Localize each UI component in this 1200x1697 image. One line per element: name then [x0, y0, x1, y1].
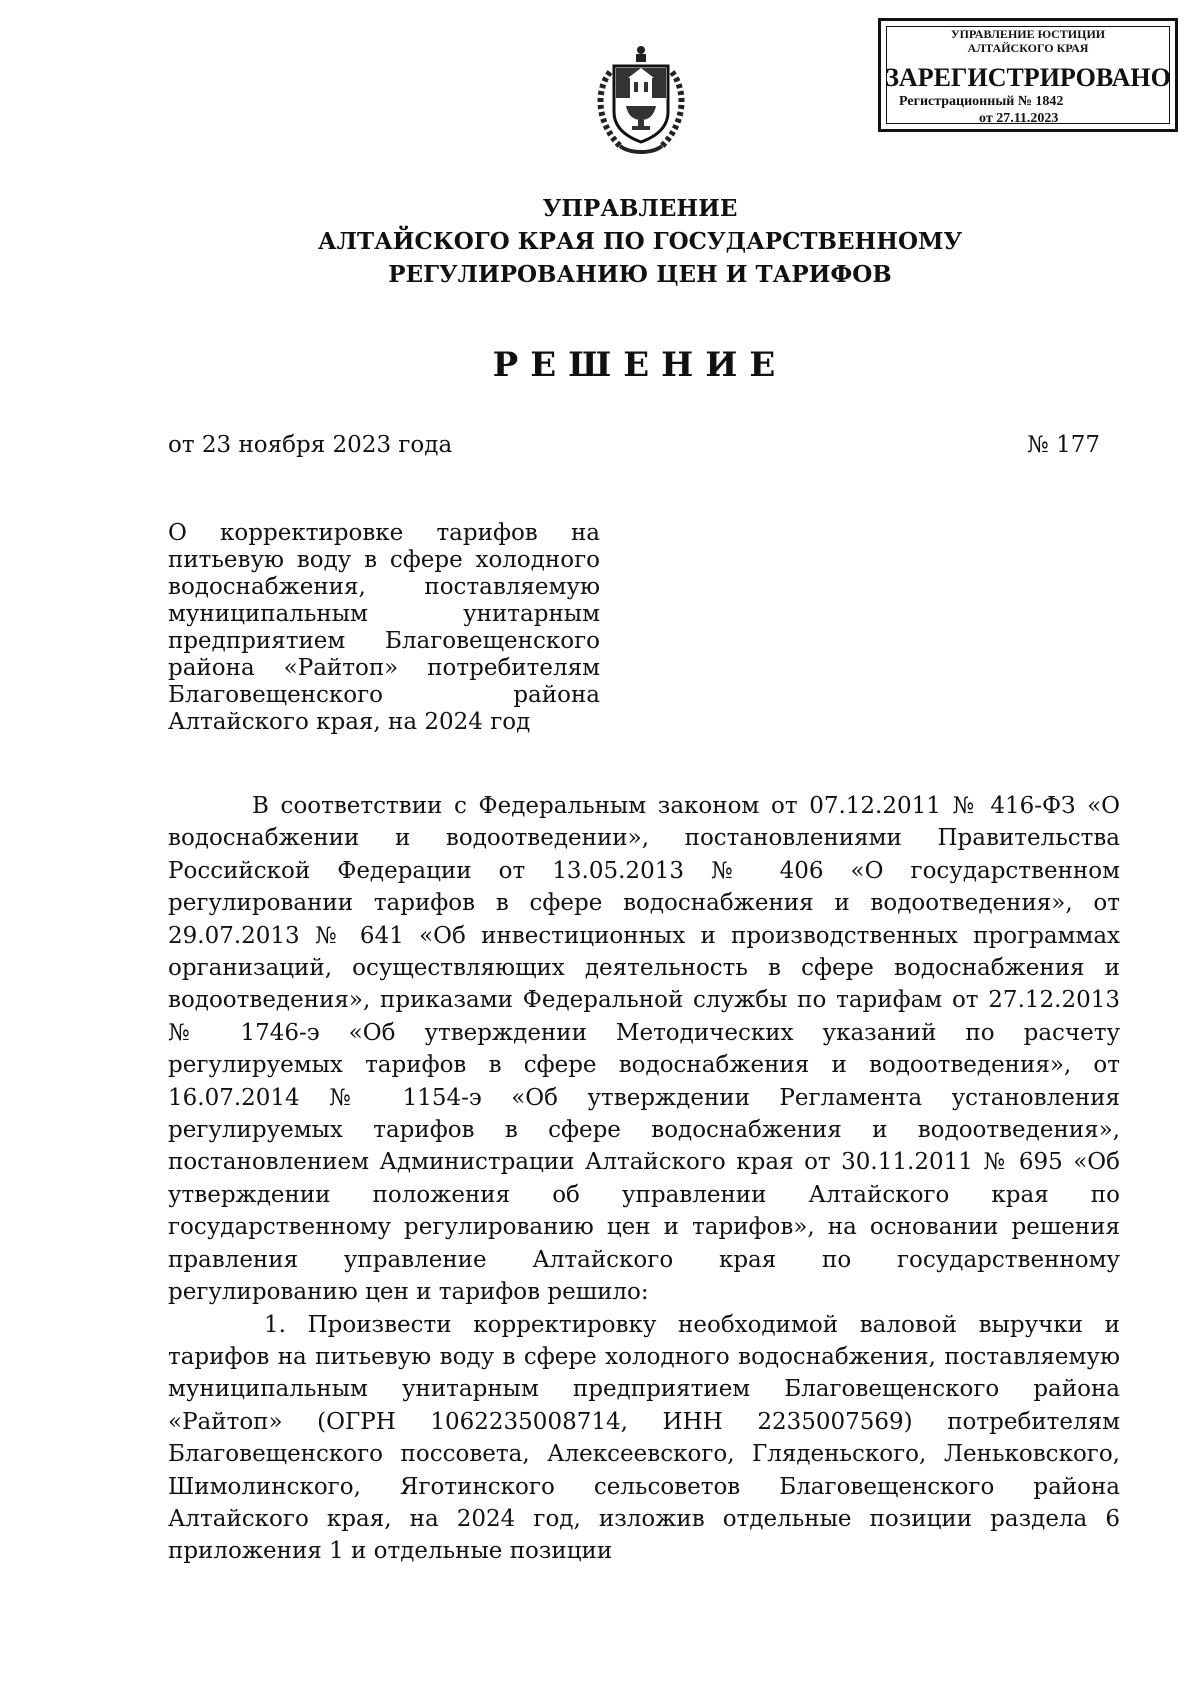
- document-date: от 23 ноября 2023 года: [168, 432, 453, 458]
- registration-stamp: [878, 18, 1178, 132]
- issuing-authority: [200, 192, 1080, 291]
- document-number: № 177: [1027, 432, 1100, 458]
- body-paragraph-1: В соответствии с Федеральным законом от 07.12.2011 № 416-ФЗ «О водоснабжении и водоотведении», постановлениями Правительства Российской Федерации от 13.05.2013 № 406 «О государственном регулировании тарифов в сфере водоснабжения и водоотведения», от 29.07.2013 № 641 «Об инвестиционных и производственных программах организаций, осуществляющих деятельность в сфере водоснабжения и водоотведения», приказами Федеральной службы по тарифам от 27.12.2013 № 1746-э «Об утверждении Методических указаний по расчету регулируемых тарифов в сфере водоснабжения и водоотведения», от 16.07.2014 № 1154-э «Об утверждении Регламента установления регулируемых тарифов в сфере водоснабжения и водоотведения», постановлением Администрации Алтайского края от 30.11.2011 № 695 «Об утверждении положения об управлении Алтайского края по государственному регулированию цен и тарифов», на основании решения правления управление Алтайского края по государственному регулированию цен и тарифов решило:: [168, 793, 1120, 1306]
- document-body: [168, 790, 1120, 1568]
- stamp-registered: ЗАРЕГИСТРИРОВАНО: [885, 63, 1171, 92]
- stamp-reg-date: от 27.11.2023: [979, 111, 1059, 126]
- org-line-2: АЛТАЙСКОГО КРАЯ ПО ГОСУДАРСТВЕННОМУ: [317, 228, 963, 255]
- document-subject: О корректировке тарифов на питьевую воду в сфере холодного водоснабжения, поставляемую муниципальным унитарным предприятием Благовещенского района «Райтоп» потребителям Благовещенского района Алтайского края, на 2024 год: [168, 520, 600, 735]
- stamp-authority-line1: УПРАВЛЕНИЕ ЮСТИЦИИ: [950, 27, 1106, 41]
- body-paragraph-2: 1. Произвести корректировку необходимой валовой выручки и тарифов на питьевую воду в сфере холодного водоснабжения, поставляемую муниципальным унитарным предприятием Благовещенского района «Райтоп» (ОГРН 1062235008714, ИНН 2235007569) потребителям Благовещенского поссовета, Алексеевского, Гляденьского, Леньковского, Шимолинского, Яготинского сельсоветов Благовещенского района Алтайского края, на 2024 год, изложив отдельные позиции раздела 6 приложения 1 и отдельные позиции: [168, 1311, 1120, 1565]
- coat-of-arms-icon: [590, 42, 692, 158]
- document-type-title: РЕШЕНИЕ: [492, 345, 788, 385]
- stamp-reg-number: Регистрационный № 1842: [899, 94, 1064, 109]
- org-line-3: РЕГУЛИРОВАНИЮ ЦЕН И ТАРИФОВ: [388, 261, 892, 288]
- stamp-authority-line2: АЛТАЙСКОГО КРАЯ: [967, 41, 1089, 55]
- org-line-1: УПРАВЛЕНИЕ: [542, 195, 738, 222]
